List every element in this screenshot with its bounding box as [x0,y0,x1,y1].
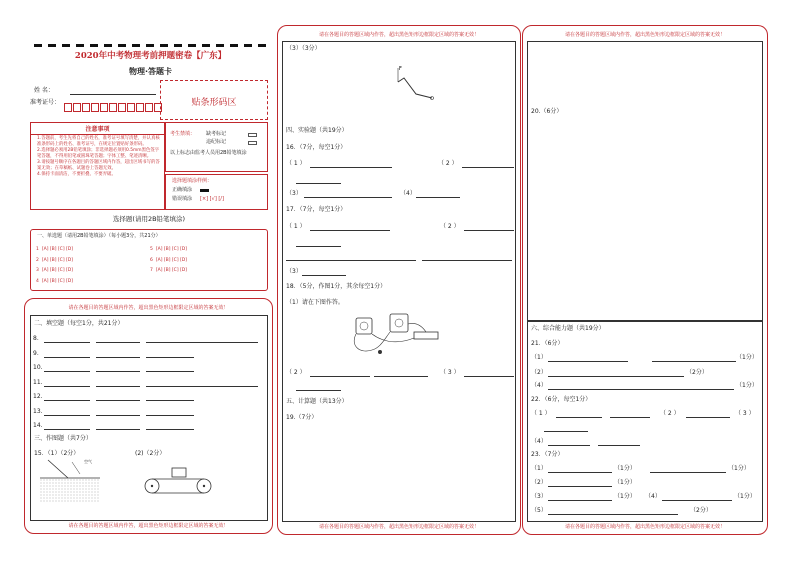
card-subtitle: 物理·答题卡 [128,67,173,76]
fill-answer-line[interactable] [96,342,140,343]
absent-box: 考生禁填： 缺考标记 违纪标记 以上标志由监考人员用2B铅笔填涂 [165,122,268,172]
q21-2-line[interactable] [548,376,684,377]
correct-fill-mark [200,189,209,192]
fill-question-label: 11. [33,378,43,386]
warning-bottom-3: 请在各题目的答题区域内作答，超出黑色矩形边框限定区域的答案无效！ [564,524,725,530]
fill-question-label: 13. [33,407,43,415]
fill-example-box: 选择题填涂样例： 正确填涂 错误填涂 [×] [√] [/] [165,174,268,210]
q22-4-line-a[interactable] [548,445,590,446]
fill-answer-line[interactable] [44,371,90,372]
fill-answer-line[interactable] [44,386,90,387]
q17-2-line[interactable] [464,230,514,231]
note-1: 1.答题前，考生先将自己的姓名，准考证号填写清楚，并认真核准条形码上的姓名、准考证号，在规定位置贴好条形码。 [37,136,160,147]
fill-answer-line[interactable] [44,342,90,343]
q22-4-line-b[interactable] [598,445,640,446]
q16-3-line[interactable] [304,197,392,198]
fill-question-label: 12. [33,393,43,400]
fill-question-label: 9. [33,349,39,357]
mc-question-1[interactable]: 1 [A] [B] [C] [D] [36,247,73,252]
fill-answer-line[interactable] [96,371,140,372]
fill-answer-line[interactable] [96,415,140,416]
q23-1-line-b[interactable] [650,472,726,473]
warning-top-2: 请在各题目的答题区域内作答，超出黑色矩形边框限定区域的答案无效！ [318,32,479,38]
q21-4-line[interactable] [548,389,734,390]
fill-answer-line[interactable] [146,371,194,372]
mc-question-7[interactable]: 7 [A] [B] [C] [D] [150,268,187,273]
violation-checkbox[interactable] [248,141,257,145]
fill-answer-line[interactable] [96,429,140,430]
note-4: 4.保持卡面清洁，不要折叠、不要弄破。 [37,172,116,177]
mc-question-3[interactable]: 3 [A] [B] [C] [D] [36,268,73,273]
exam-title: 2020年中考物理考前押题密卷【广东】 [74,51,227,61]
q22-2-line[interactable] [686,417,730,418]
mc-header: 选择题(请用2B铅笔填涂) [112,215,186,223]
q17-1-line[interactable] [310,230,390,231]
fill-question-label: 14. [33,422,43,429]
fill-question-label: 10. [33,364,43,371]
q23-4-line[interactable] [662,500,732,501]
q22-1-line-a[interactable] [556,417,602,418]
q16-2-line[interactable] [462,167,514,168]
fill-answer-line[interactable] [146,429,194,430]
q17-1-line-b[interactable] [296,246,341,247]
q21-1-line-b[interactable] [652,361,736,362]
mc-question-4[interactable]: 4 [A] [B] [C] [D] [36,278,73,284]
fill-answer-line[interactable] [146,400,194,401]
q18-3-line[interactable] [464,376,514,377]
fill-answer-line[interactable] [146,386,258,387]
q20-box: 20.（6分） [527,41,763,321]
warning-bottom-2: 请在各题目的答题区域内作答，超出黑色矩形边框限定区域的答案无效！ [318,524,479,530]
fill-question-label: 8. [33,335,39,342]
q18-2-line-b[interactable] [374,376,428,377]
svg-text:F: F [399,66,402,72]
q16-4-line[interactable] [416,197,460,198]
mc-question-6[interactable]: 6 [A] [B] [C] [D] [150,257,187,263]
fill-answer-line[interactable] [146,357,194,358]
note-2: 2.选择题必须用2B铅笔填涂；非选择题必须用0.5mm黑色签字笔答题，不得用铅笔或圆珠笔答题；字体工整、笔迹清晰。 [37,148,160,159]
fill-answer-line[interactable] [44,429,90,430]
fill-answer-line[interactable] [44,415,90,416]
circuit-figure [350,310,442,360]
notes-title: 注意事项 [85,126,110,133]
q16-1-line-a[interactable] [310,167,392,168]
absent-checkbox[interactable] [248,133,257,137]
name-label: 姓 名： [34,87,54,94]
fill-answer-line[interactable] [146,415,194,416]
fill-answer-line[interactable] [96,357,140,358]
mc-question-2[interactable]: 2 [A] [B] [C] [D] [36,257,73,263]
comprehensive-box [527,321,763,522]
q23-2-line[interactable] [548,486,612,487]
q16-1-line-b[interactable] [296,183,341,184]
lever-figure [388,64,438,104]
id-label: 准考证号： [30,99,61,106]
air-label: 空气 [84,459,92,464]
fill-answer-line[interactable] [96,386,140,387]
name-field[interactable] [70,94,156,95]
q23-1-line[interactable] [548,472,612,473]
fill-answer-line[interactable] [96,400,140,401]
q22-3-line[interactable] [544,431,588,432]
barcode-area: 贴条形码区 [160,80,268,120]
top-dash-bar [34,44,267,47]
experiment-box [282,41,516,522]
id-cells[interactable] [64,97,163,116]
mc-question-5[interactable]: 5 [A] [B] [C] [D] [150,247,187,252]
q23-5-line[interactable] [548,514,678,515]
warning-top: 请在各题目的答题区域内作答，超出黑色矩形边框限定区域的答案无效！ [68,305,229,311]
q17-2-line-c[interactable] [422,260,512,261]
warning-top-3: 请在各题目的答题区域内作答，超出黑色矩形边框限定区域的答案无效！ [564,32,725,38]
fill-answer-line[interactable] [146,342,258,343]
notes-box [30,122,165,210]
fill-in-box: 二、填空题（每空1分，共21分） 三、作图题（共7分） 15．（1）（2分） (2)（2分） [30,315,268,521]
warning-bottom: 请在各题目的答题区域内作答，超出黑色矩形边框限定区域的答案无效！ [68,523,229,529]
q18-3-line-b[interactable] [296,390,341,391]
mc-box: 一、单选题（请用2B铅笔填涂）（每小题3分，共21分） [30,229,268,291]
q21-1-line-a[interactable] [548,361,628,362]
q23-3-line[interactable] [548,500,612,501]
fill-answer-line[interactable] [44,357,90,358]
q17-2-line-b[interactable] [286,260,416,261]
conveyor-figure [142,466,214,496]
fill-answer-line[interactable] [44,400,90,401]
q18-2-line[interactable] [310,376,370,377]
q22-1-line-b[interactable] [610,417,650,418]
q17-3-line[interactable] [302,275,346,276]
note-3: 3.请按题号顺序在各题目的答题区域内作答，超出区域书写的答案无效；在草稿纸、试题卷上答题无效。 [37,160,160,171]
